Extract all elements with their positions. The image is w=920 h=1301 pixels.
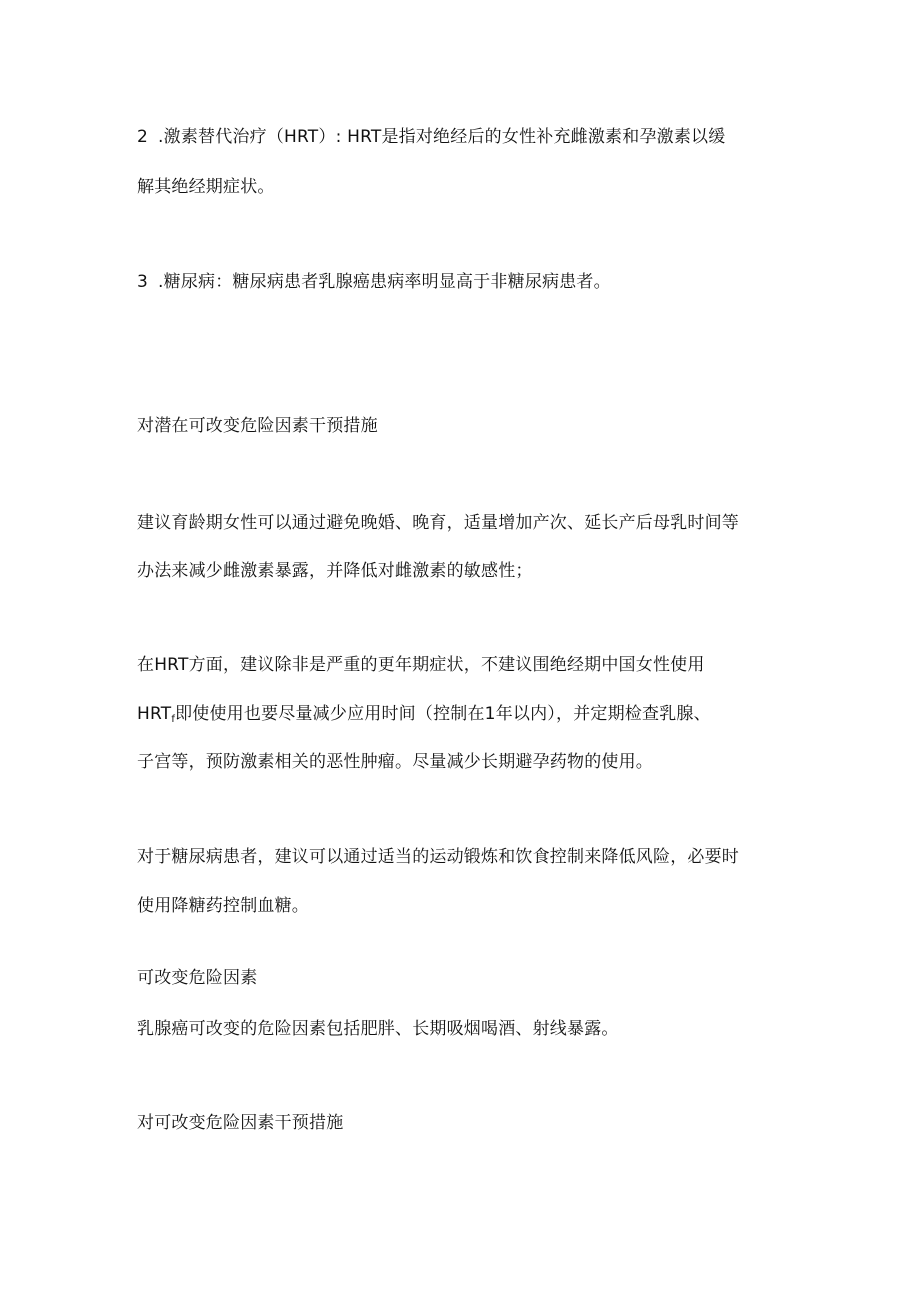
para-hrt-line2-sub: f (171, 714, 176, 725)
heading-intervention: 对可改变危险因素干预措施 (137, 1113, 344, 1133)
item2-line1 (137, 126, 725, 148)
para-diabetes-line1: 对于糖尿病患者，建议可以通过适当的运动锻炼和饮食控制来降低风险，必要时 (137, 847, 739, 867)
para-hrt-line2 (137, 703, 711, 731)
para-hrt-line3: 子宫等，预防激素相关的恶性肿瘤。尽量减少长期避孕药物的使用。 (137, 752, 653, 772)
item2-number: 2 (137, 127, 149, 147)
heading-modifiable-factors: 可改变危险因素 (137, 968, 258, 988)
para-modifiable-factors: 乳腺癌可改变的危险因素包括肥胖、长期吸烟喝酒、射线暴露。 (137, 1019, 619, 1039)
para-reproductive-line1: 建议育龄期女性可以通过避免晚婚、晚育，适量增加产次、延长产后母乳时间等 (137, 513, 739, 533)
para-hrt-line2-rest: 即使使用也要尽量减少应用时间（控制在1年以内），并定期检查乳腺、 (175, 704, 711, 724)
item2-text: .激素替代治疗（HRT）: HRT是指对绝经后的女性补充雌激素和孕激素以缓 (158, 127, 726, 147)
item2-line2: 解其绝经期症状。 (137, 177, 275, 197)
heading-potential-factors: 对潜在可改变危险因素干预措施 (137, 416, 378, 436)
item3-text: .糖尿病：糖尿病患者乳腺癌患病率明显高于非糖尿病患者。 (158, 272, 611, 292)
para-reproductive-line2: 办法来减少雌激素暴露，并降低对雌激素的敏感性； (137, 561, 533, 581)
para-hrt-line2-main: HRT (137, 704, 172, 724)
item3-line (137, 271, 611, 293)
item3-number: 3 (137, 272, 149, 292)
para-hrt-line1: 在HRT方面，建议除非是严重的更年期症状，不建议围绝经期中国女性使用 (137, 655, 705, 675)
para-diabetes-line2: 使用降糖药控制血糖。 (137, 896, 309, 916)
